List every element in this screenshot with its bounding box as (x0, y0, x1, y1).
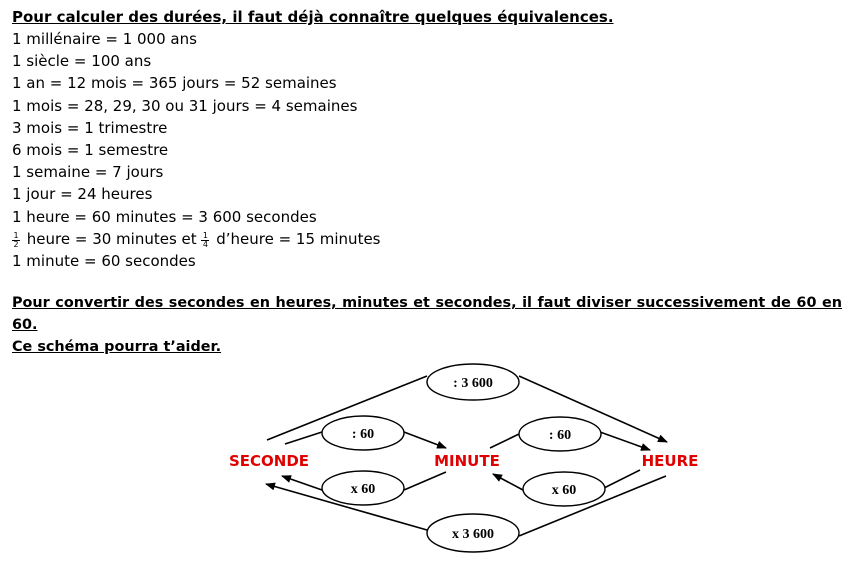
fraction-numerator: 1 (202, 230, 208, 240)
equivalences-heading: Pour calculer des durées, il faut déjà connaître quelques équivalences. (12, 8, 614, 26)
fraction-text: d’heure = 15 minutes (216, 229, 381, 248)
arrow-to-heure (600, 432, 650, 450)
fraction-text: heure = 30 minutes et (26, 229, 197, 248)
conversion-heading: Pour convertir des secondes en heures, minutes et secondes, il faut diviser successivement de 60 en 60. (12, 295, 842, 334)
unit-seconde: SECONDE (228, 452, 310, 470)
op-divide-60-left (322, 416, 404, 450)
op-divide-3600 (427, 364, 519, 400)
unit-heure: HEURE (641, 452, 699, 470)
op-divide-60-right (519, 417, 601, 451)
fraction-denominator: 2 (13, 239, 19, 249)
equivalence-line: 3 mois = 1 trimestre (12, 118, 168, 137)
equivalence-line: 1 minute = 60 secondes (12, 252, 196, 271)
op-label: : 60 (351, 427, 375, 442)
equivalence-line: 1 semaine = 7 jours (12, 163, 164, 182)
arrow-to-minute (493, 474, 523, 490)
arrow-to-minute (404, 432, 446, 448)
op-multiply-60-right (523, 472, 605, 506)
equivalence-line: 1 heure = 60 minutes = 3 600 secondes (12, 207, 317, 226)
equivalence-line: 1 siècle = 100 ans (12, 52, 152, 71)
op-label: : 60 (548, 428, 572, 443)
op-label: x 60 (350, 482, 376, 497)
equivalence-line: 1 jour = 24 heures (12, 185, 153, 204)
op-label: x 3 600 (452, 527, 494, 542)
fraction-denominator: 4 (202, 239, 208, 249)
connector-line (404, 472, 446, 490)
diagram-hint-heading: Ce schéma pourra t’aider. (12, 339, 222, 356)
connector-line (490, 434, 519, 448)
op-multiply-60-left (322, 471, 404, 505)
equivalence-line: 1 an = 12 mois = 365 jours = 52 semaines (12, 74, 337, 93)
equivalence-line: 6 mois = 1 semestre (12, 141, 169, 160)
op-label: x 60 (551, 483, 577, 498)
fraction-numerator: 1 (13, 230, 19, 240)
connector-line (285, 432, 322, 444)
equivalence-line: 1 mois = 28, 29, 30 ou 31 jours = 4 semaines (12, 96, 358, 115)
equivalence-line: 1 millénaire = 1 000 ans (12, 30, 197, 48)
arrow-to-seconde (282, 476, 322, 490)
op-label: : 3 600 (453, 376, 493, 391)
connector-line (604, 470, 640, 488)
op-multiply-3600 (427, 514, 519, 552)
unit-minute: MINUTE (434, 452, 500, 470)
